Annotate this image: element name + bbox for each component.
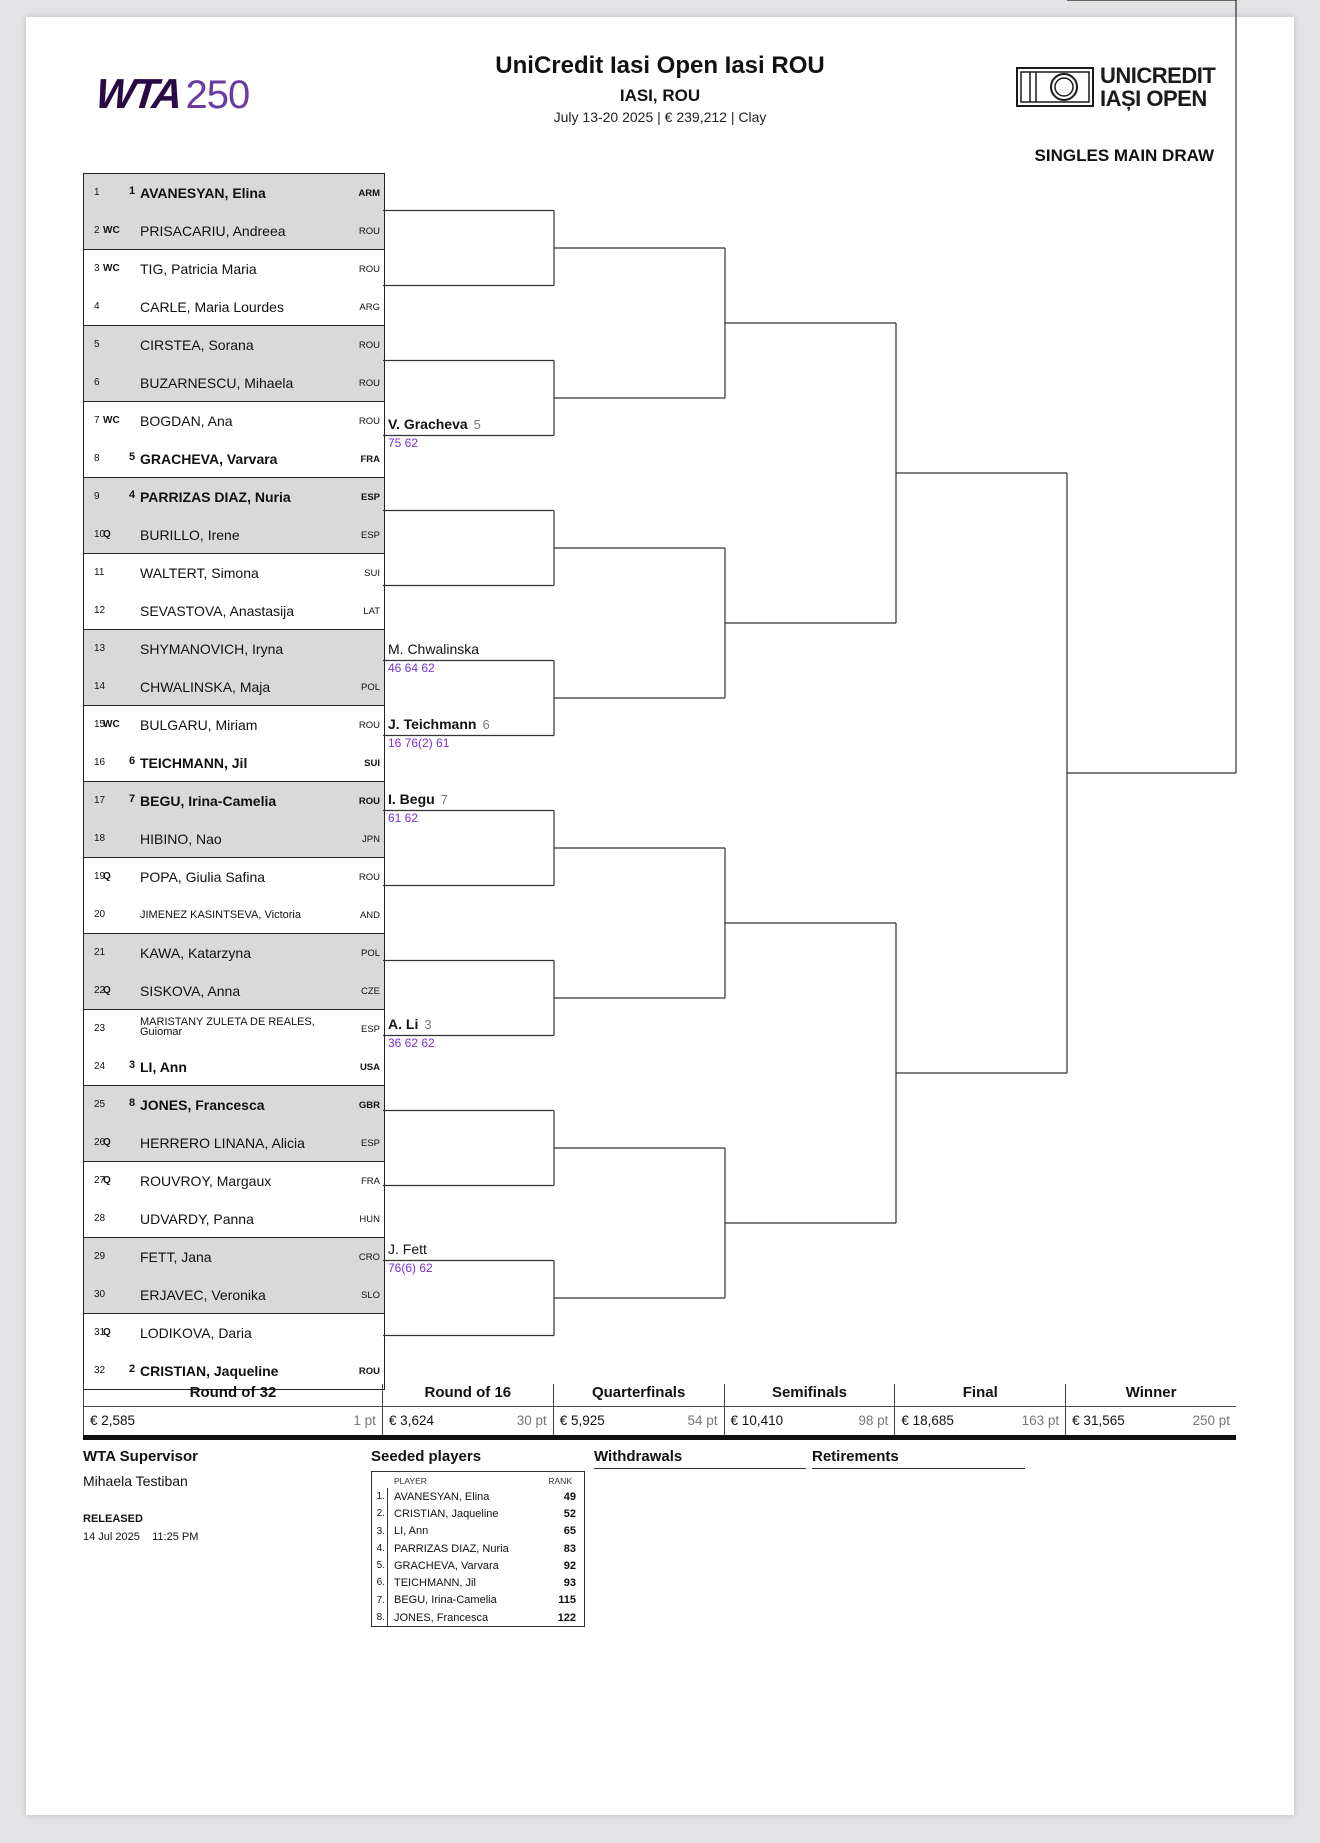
nationality: ROU	[358, 872, 380, 883]
draw-position: 12	[94, 604, 106, 616]
player-name: SISKOVA, Anna	[140, 982, 241, 999]
seed-index: 7.	[372, 1592, 388, 1609]
nationality: ARM	[358, 188, 380, 199]
player-name: LI, Ann	[140, 1058, 187, 1075]
player-name: FETT, Jana	[140, 1249, 212, 1265]
nationality: POL	[360, 948, 380, 959]
winner-name	[388, 1016, 435, 1032]
seed-player-name: PARRIZAS DIAZ, Nuria	[394, 1542, 509, 1555]
seed-number: 8	[129, 1097, 136, 1109]
player-name: AVANESYAN, Elina	[140, 185, 266, 201]
entry-status: WC	[103, 263, 120, 274]
withdrawals-label: Withdrawals	[594, 1448, 683, 1465]
sponsor-logo-text	[1100, 64, 1215, 110]
seeds-table	[371, 1471, 585, 1627]
first-round-match	[84, 782, 384, 858]
wta-250-logo	[93, 70, 250, 117]
draw-position: 4	[94, 300, 100, 312]
seed-rank: 93	[563, 1577, 576, 1590]
player-name: BOGDAN, Ana	[140, 413, 233, 429]
winner-name-text: V. Gracheva	[388, 415, 468, 432]
player-name: WALTERT, Simona	[140, 565, 259, 581]
first-round-match	[84, 706, 384, 782]
draw-position: 5	[94, 339, 100, 350]
player-row	[84, 630, 384, 668]
player-row	[84, 212, 384, 250]
entry-status: WC	[103, 224, 120, 236]
entry-status: Q	[103, 984, 111, 996]
winner-name-text: M. Chwalinska	[388, 640, 480, 657]
entry-status: Q	[103, 1136, 111, 1148]
prize-cell	[83, 1407, 382, 1435]
tournament-header	[300, 52, 1020, 125]
winner-name	[388, 416, 481, 432]
entry-status: Q	[103, 871, 111, 882]
player-draw-table	[83, 173, 385, 1390]
draw-position: 11	[94, 567, 105, 578]
wta-logo-level: 250	[185, 73, 250, 117]
match-score: 46 64 62	[388, 660, 435, 675]
player-row	[84, 934, 384, 972]
nationality: ROU	[358, 225, 380, 237]
ranking-points: 250 pt	[1192, 1413, 1230, 1428]
draw-position: 31	[94, 1327, 106, 1338]
player-row	[84, 478, 384, 516]
match-result	[388, 416, 481, 450]
nationality: USA	[359, 1061, 380, 1073]
draw-position: 14	[94, 680, 106, 692]
unicredit-iasi-open-logo	[1016, 64, 1216, 110]
player-name: CARLE, Maria Lourdes	[140, 298, 284, 315]
player-row	[84, 782, 384, 820]
draw-position: 3	[94, 263, 100, 274]
prize-cell	[553, 1407, 724, 1435]
prize-values	[83, 1406, 1236, 1435]
supervisor-block	[83, 1448, 198, 1543]
entry-status: Q	[103, 528, 111, 540]
winner-name-text: A. Li	[388, 1015, 419, 1032]
player-row	[84, 896, 384, 934]
player-row	[84, 858, 384, 896]
winner-seed: 7	[440, 791, 448, 807]
seed-rank: 65	[563, 1525, 576, 1538]
draw-position: 25	[94, 1099, 106, 1110]
draw-position: 13	[94, 643, 106, 654]
first-round-match	[84, 1238, 384, 1314]
first-round-match	[84, 402, 384, 478]
prize-round-label: Final	[894, 1384, 1065, 1406]
seed-rank: 49	[563, 1490, 576, 1503]
ranking-points: 30 pt	[516, 1413, 547, 1428]
seeds-rows	[372, 1488, 584, 1626]
player-name: HERRERO LINANA, Alicia	[140, 1134, 305, 1151]
nationality: FRA	[361, 1176, 380, 1187]
nationality: ESP	[360, 1024, 380, 1035]
ranking-points: 1 pt	[353, 1413, 376, 1428]
prize-cell	[1065, 1407, 1236, 1435]
tournament-city: IASI, ROU	[619, 86, 701, 105]
nationality: ROU	[358, 340, 380, 351]
first-round-match	[84, 1010, 384, 1086]
first-round-match	[84, 478, 384, 554]
nationality: CZE	[361, 985, 380, 997]
nationality: ROU	[358, 1365, 380, 1377]
player-row	[84, 174, 384, 212]
draw-position: 32	[94, 1364, 106, 1376]
player-name: GRACHEVA, Varvara	[140, 450, 278, 467]
nationality: JPN	[362, 833, 380, 845]
player-row	[84, 972, 384, 1010]
nationality: SUI	[364, 757, 380, 769]
player-name: BEGU, Irina-Camelia	[140, 793, 277, 809]
prize-table-divider	[83, 1435, 1236, 1440]
player-row	[84, 1200, 384, 1238]
player-row	[84, 1048, 384, 1086]
player-name: TEICHMANN, Jil	[140, 754, 248, 771]
seed-player-name: AVANESYAN, Elina	[394, 1490, 490, 1503]
prize-money: € 3,624	[388, 1413, 434, 1428]
draw-position: 16	[94, 756, 106, 768]
prize-round-label: Round of 16	[382, 1384, 553, 1406]
nationality: ROU	[358, 264, 380, 275]
match-score: 75 62	[388, 435, 419, 450]
player-name: HIBINO, Nao	[140, 830, 222, 847]
player-row	[84, 364, 384, 402]
winner-name-text: J. Fett	[388, 1240, 427, 1257]
first-round-match	[84, 630, 384, 706]
supervisor-name: Mihaela Testiban	[83, 1473, 188, 1489]
player-row	[84, 326, 384, 364]
retirements-block	[812, 1448, 1025, 1469]
seed-rank: 83	[563, 1542, 576, 1555]
player-row	[84, 440, 384, 478]
player-row	[84, 402, 384, 440]
seed-rank: 92	[563, 1559, 576, 1572]
first-round-match	[84, 858, 384, 934]
nationality: SUI	[364, 568, 380, 579]
seeds-col-player: PLAYER	[394, 1476, 427, 1486]
first-round-match	[84, 250, 384, 326]
player-row	[84, 592, 384, 630]
seed-index: 3.	[372, 1523, 388, 1540]
match-result	[388, 1241, 433, 1275]
winner-name	[388, 791, 448, 807]
seed-rank: 115	[558, 1594, 576, 1607]
player-name: CIRSTEA, Sorana	[140, 337, 254, 353]
player-name: CHWALINSKA, Maja	[140, 678, 271, 695]
nationality: ESP	[360, 1137, 380, 1149]
player-name: UDVARDY, Panna	[140, 1210, 254, 1227]
nationality: AND	[359, 909, 380, 921]
prize-round-label: Winner	[1065, 1384, 1236, 1406]
ranking-points: 54 pt	[687, 1413, 718, 1428]
seed-rank: 122	[557, 1611, 576, 1624]
draw-position: 1	[94, 187, 100, 198]
draw-position: 22	[94, 984, 106, 996]
entry-status: WC	[103, 719, 120, 730]
winner-name-text: J. Teichmann	[388, 715, 477, 732]
wta-logo-mark: WTA	[93, 70, 183, 117]
winner-name	[388, 641, 479, 657]
winner-name-text: I. Begu	[388, 790, 435, 807]
player-name: ROUVROY, Margaux	[140, 1173, 272, 1189]
prize-round-label: Quarterfinals	[553, 1384, 724, 1406]
player-row	[84, 1162, 384, 1200]
match-score: 76(6) 62	[388, 1260, 433, 1275]
seed-number: 4	[129, 489, 136, 501]
nationality: ESP	[360, 492, 380, 503]
nationality: SLO	[360, 1289, 380, 1301]
ranking-points: 98 pt	[858, 1413, 889, 1428]
seed-row	[372, 1540, 584, 1557]
seed-number: 1	[129, 185, 136, 197]
draw-position: 18	[94, 832, 106, 844]
nationality: ROU	[358, 720, 380, 731]
first-round-match	[84, 934, 384, 1010]
entry-status: Q	[103, 1175, 111, 1186]
player-name: SHYMANOVICH, Iryna	[140, 641, 284, 657]
winner-seed: 5	[473, 416, 481, 432]
seed-row	[372, 1523, 584, 1540]
player-name: ERJAVEC, Veronika	[140, 1286, 266, 1303]
seed-row	[372, 1505, 584, 1522]
prize-round-headers	[83, 1384, 1236, 1406]
draw-position: 26	[94, 1136, 106, 1148]
player-row	[84, 744, 384, 782]
draw-position: 28	[94, 1212, 106, 1224]
seed-player-name: JONES, Francesca	[394, 1611, 489, 1624]
nationality: POL	[360, 681, 380, 693]
seed-row	[372, 1574, 584, 1591]
nationality: GBR	[358, 1100, 380, 1111]
draw-position: 2	[94, 224, 100, 236]
first-round-match	[84, 174, 384, 250]
released-date: 14 Jul 2025 11:25 PM	[83, 1531, 199, 1543]
winner-name	[388, 716, 490, 732]
seed-index: 4.	[372, 1540, 388, 1557]
seed-player-name: GRACHEVA, Varvara	[394, 1559, 499, 1572]
prize-round-label: Round of 32	[83, 1384, 382, 1406]
court-icon	[1016, 67, 1094, 107]
seed-player-name: TEICHMANN, Jil	[394, 1577, 476, 1590]
entry-status: Q	[103, 1327, 111, 1338]
player-name: MARISTANY ZULETA DE REALES, Guiomar	[140, 1016, 315, 1038]
nationality: LAT	[363, 605, 380, 617]
sponsor-logo-line2: IAȘI OPEN	[1100, 86, 1207, 111]
match-result	[388, 1016, 435, 1050]
draw-position: 17	[94, 795, 106, 806]
player-name: JONES, Francesca	[140, 1097, 265, 1113]
nationality: ROU	[358, 796, 380, 807]
seeded-players-block	[371, 1448, 584, 1627]
prize-cell	[382, 1407, 553, 1435]
nationality: ESP	[360, 529, 380, 541]
player-name: BUZARNESCU, Mihaela	[140, 374, 294, 391]
prize-round-label: Semifinals	[724, 1384, 895, 1406]
seed-number: 7	[129, 793, 136, 805]
nationality: ARG	[359, 301, 380, 313]
ranking-points: 163 pt	[1021, 1413, 1060, 1428]
player-row	[84, 1010, 384, 1048]
seeds-label: Seeded players	[371, 1448, 482, 1465]
nationality: HUN	[359, 1213, 380, 1225]
nationality: CRO	[358, 1252, 380, 1263]
draw-position: 19	[94, 871, 106, 882]
tournament-title: UniCredit Iasi Open Iasi ROU	[495, 52, 825, 79]
nationality: ROU	[358, 377, 380, 389]
player-row	[84, 1238, 384, 1276]
player-row	[84, 288, 384, 326]
player-row	[84, 706, 384, 744]
withdrawals-block	[594, 1448, 806, 1469]
draw-position: 10	[94, 528, 106, 540]
match-score: 61 62	[388, 810, 419, 825]
player-name: BURILLO, Irene	[140, 526, 240, 543]
player-name: POPA, Giulia Safina	[140, 869, 266, 885]
seed-index: 5.	[372, 1557, 388, 1574]
match-result	[388, 641, 479, 675]
prize-money: € 10,410	[730, 1413, 784, 1428]
prize-money: € 31,565	[1072, 1413, 1125, 1428]
seeds-table-header	[372, 1472, 584, 1488]
seed-number: 5	[129, 450, 136, 463]
player-name: SEVASTOVA, Anastasija	[140, 602, 295, 619]
player-row	[84, 1124, 384, 1162]
prize-money: € 2,585	[90, 1413, 136, 1428]
retirements-label: Retirements	[812, 1448, 899, 1465]
winner-name	[388, 1241, 433, 1257]
seed-row	[372, 1609, 584, 1626]
player-name: TIG, Patricia Maria	[140, 261, 257, 277]
draw-type-label: SINGLES MAIN DRAW	[1034, 146, 1214, 165]
winner-seed: 6	[482, 716, 490, 732]
seed-player-name: CRISTIAN, Jaqueline	[394, 1507, 499, 1520]
seed-row	[372, 1592, 584, 1609]
player-row	[84, 554, 384, 592]
prize-cell	[894, 1407, 1065, 1435]
prize-cell	[724, 1407, 895, 1435]
first-round-match	[84, 1162, 384, 1238]
draw-position: 29	[94, 1251, 106, 1262]
draw-position: 20	[94, 908, 106, 920]
seed-row	[372, 1557, 584, 1574]
draw-position: 15	[94, 719, 106, 730]
match-score: 36 62 62	[388, 1035, 435, 1050]
seed-rank: 52	[563, 1507, 576, 1520]
first-round-match	[84, 1086, 384, 1162]
prize-money: € 5,925	[559, 1413, 605, 1428]
seed-number: 2	[129, 1362, 136, 1375]
match-score: 16 76(2) 61	[388, 735, 450, 750]
player-row	[84, 1276, 384, 1314]
supervisor-label: WTA Supervisor	[83, 1448, 199, 1465]
draw-position: 21	[94, 947, 106, 958]
player-row	[84, 820, 384, 858]
seed-number: 3	[129, 1058, 136, 1071]
winner-seed: 3	[424, 1016, 432, 1032]
tournament-info: July 13-20 2025 | € 239,212 | Clay	[553, 109, 767, 125]
first-round-match	[84, 1314, 384, 1389]
draw-position: 9	[94, 491, 100, 502]
match-result	[388, 716, 490, 750]
first-round-match	[84, 326, 384, 402]
draw-position: 23	[94, 1023, 106, 1034]
match-result	[388, 791, 448, 825]
draw-position: 6	[94, 376, 100, 388]
draw-position: 27	[94, 1175, 106, 1186]
draw-position: 8	[94, 452, 100, 464]
seed-number: 6	[129, 754, 136, 767]
seed-player-name: LI, Ann	[394, 1525, 429, 1538]
player-name: PARRIZAS DIAZ, Nuria	[140, 489, 291, 505]
seed-index: 6.	[372, 1574, 388, 1591]
player-name: KAWA, Katarzyna	[140, 945, 252, 961]
draw-position: 24	[94, 1060, 106, 1072]
draw-position: 7	[94, 415, 100, 426]
nationality: FRA	[360, 453, 380, 465]
prize-money-table	[83, 1384, 1236, 1435]
player-row	[84, 250, 384, 288]
nationality: ROU	[358, 416, 380, 427]
seed-index: 8.	[372, 1609, 388, 1626]
player-row	[84, 516, 384, 554]
seed-index: 1.	[372, 1488, 388, 1505]
draw-position: 30	[94, 1288, 106, 1300]
player-name: BULGARU, Miriam	[140, 717, 258, 733]
sponsor-logo-line1: UNICREDIT	[1100, 63, 1216, 88]
prize-money: € 18,685	[901, 1413, 954, 1428]
player-name: JIMENEZ KASINTSEVA, Victoria	[140, 908, 301, 921]
seed-index: 2.	[372, 1505, 388, 1522]
player-row	[84, 668, 384, 706]
entry-status: WC	[103, 415, 120, 426]
player-row	[84, 1086, 384, 1124]
seeds-col-rank: RANK	[548, 1476, 572, 1486]
player-name: CRISTIAN, Jaqueline	[140, 1362, 279, 1379]
seed-player-name: BEGU, Irina-Camelia	[394, 1594, 497, 1607]
player-name: PRISACARIU, Andreea	[140, 222, 286, 239]
seed-row	[372, 1488, 584, 1505]
player-row	[84, 1314, 384, 1352]
released-label: RELEASED	[83, 1513, 143, 1525]
player-name: LODIKOVA, Daria	[140, 1325, 252, 1341]
first-round-match	[84, 554, 384, 630]
